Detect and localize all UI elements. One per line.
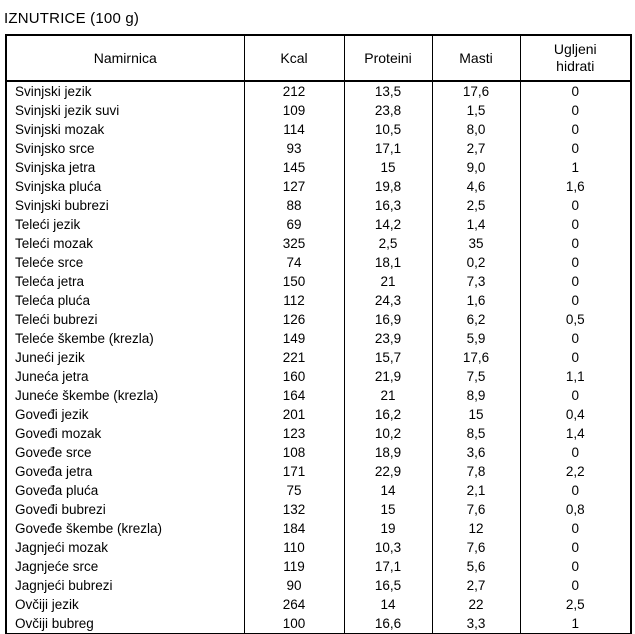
value-cell: 0 bbox=[520, 557, 631, 576]
value-cell: 21 bbox=[344, 386, 432, 405]
value-cell: 8,0 bbox=[432, 120, 520, 139]
value-cell: 19,8 bbox=[344, 177, 432, 196]
value-cell: 90 bbox=[244, 576, 344, 595]
table-row bbox=[6, 158, 631, 177]
value-cell: 16,2 bbox=[344, 405, 432, 424]
value-cell: 15,7 bbox=[344, 348, 432, 367]
value-cell: 0 bbox=[520, 576, 631, 595]
value-cell: 1,4 bbox=[520, 424, 631, 443]
value-cell: 0 bbox=[520, 329, 631, 348]
value-cell: 0 bbox=[520, 538, 631, 557]
value-cell: 109 bbox=[244, 101, 344, 120]
table-row bbox=[6, 215, 631, 234]
value-cell: 1,5 bbox=[432, 101, 520, 120]
table-row bbox=[6, 196, 631, 215]
food-name-cell: Teleći mozak bbox=[6, 234, 244, 253]
col-header-ugljeni-hidrati-label: Ugljeni hidrati bbox=[553, 41, 597, 74]
table-row bbox=[6, 386, 631, 405]
table-row bbox=[6, 120, 631, 139]
table-row bbox=[6, 614, 631, 634]
value-cell: 7,5 bbox=[432, 367, 520, 386]
value-cell: 14,2 bbox=[344, 215, 432, 234]
value-cell: 88 bbox=[244, 196, 344, 215]
table-row bbox=[6, 481, 631, 500]
value-cell: 132 bbox=[244, 500, 344, 519]
value-cell: 7,6 bbox=[432, 538, 520, 557]
col-header-masti-label: Masti bbox=[459, 49, 493, 66]
value-cell: 0 bbox=[520, 348, 631, 367]
value-cell: 0 bbox=[520, 120, 631, 139]
value-cell: 0 bbox=[520, 443, 631, 462]
value-cell: 17,6 bbox=[432, 348, 520, 367]
table-row bbox=[6, 101, 631, 120]
value-cell: 21 bbox=[344, 272, 432, 291]
header-row bbox=[6, 35, 631, 81]
value-cell: 184 bbox=[244, 519, 344, 538]
food-name-cell: Svinjsko srce bbox=[6, 139, 244, 158]
value-cell: 0 bbox=[520, 101, 631, 120]
value-cell: 1 bbox=[520, 158, 631, 177]
value-cell: 75 bbox=[244, 481, 344, 500]
food-name-cell: Teleća pluća bbox=[6, 291, 244, 310]
food-name-cell: Goveđi jezik bbox=[6, 405, 244, 424]
value-cell: 16,9 bbox=[344, 310, 432, 329]
food-name-cell: Goveđi bubrezi bbox=[6, 500, 244, 519]
value-cell: 7,8 bbox=[432, 462, 520, 481]
table-row bbox=[6, 177, 631, 196]
food-name-cell: Svinjska jetra bbox=[6, 158, 244, 177]
food-name-cell: Teleće srce bbox=[6, 253, 244, 272]
value-cell: 108 bbox=[244, 443, 344, 462]
value-cell: 149 bbox=[244, 329, 344, 348]
food-name-cell: Jagnjeći mozak bbox=[6, 538, 244, 557]
value-cell: 15 bbox=[432, 405, 520, 424]
value-cell: 5,6 bbox=[432, 557, 520, 576]
value-cell: 2,5 bbox=[344, 234, 432, 253]
value-cell: 1,6 bbox=[432, 291, 520, 310]
food-name-cell: Teleće škembe (krezla) bbox=[6, 329, 244, 348]
value-cell: 264 bbox=[244, 595, 344, 614]
table-row bbox=[6, 557, 631, 576]
value-cell: 23,8 bbox=[344, 101, 432, 120]
value-cell: 7,3 bbox=[432, 272, 520, 291]
table-row bbox=[6, 81, 631, 101]
value-cell: 110 bbox=[244, 538, 344, 557]
value-cell: 9,0 bbox=[432, 158, 520, 177]
value-cell: 10,2 bbox=[344, 424, 432, 443]
col-header-masti bbox=[432, 35, 520, 81]
table-row bbox=[6, 253, 631, 272]
value-cell: 2,1 bbox=[432, 481, 520, 500]
value-cell: 1,6 bbox=[520, 177, 631, 196]
value-cell: 18,1 bbox=[344, 253, 432, 272]
value-cell: 10,5 bbox=[344, 120, 432, 139]
food-name-cell: Svinjski jezik bbox=[6, 81, 244, 101]
value-cell: 93 bbox=[244, 139, 344, 158]
value-cell: 13,5 bbox=[344, 81, 432, 101]
value-cell: 17,1 bbox=[344, 139, 432, 158]
value-cell: 21,9 bbox=[344, 367, 432, 386]
value-cell: 0,8 bbox=[520, 500, 631, 519]
col-header-proteini-label: Proteini bbox=[364, 49, 412, 66]
food-name-cell: Juneći jezik bbox=[6, 348, 244, 367]
food-name-cell: Goveđe škembe (krezla) bbox=[6, 519, 244, 538]
value-cell: 164 bbox=[244, 386, 344, 405]
value-cell: 23,9 bbox=[344, 329, 432, 348]
table-row bbox=[6, 576, 631, 595]
value-cell: 8,5 bbox=[432, 424, 520, 443]
value-cell: 24,3 bbox=[344, 291, 432, 310]
food-name-cell: Svinjski bubrezi bbox=[6, 196, 244, 215]
food-name-cell: Teleća jetra bbox=[6, 272, 244, 291]
col-header-namirnica bbox=[6, 35, 244, 81]
table-row bbox=[6, 500, 631, 519]
value-cell: 150 bbox=[244, 272, 344, 291]
table-row bbox=[6, 348, 631, 367]
table-body bbox=[6, 81, 631, 634]
table-row bbox=[6, 519, 631, 538]
table-row bbox=[6, 595, 631, 614]
value-cell: 1 bbox=[520, 614, 631, 634]
value-cell: 3,6 bbox=[432, 443, 520, 462]
value-cell: 14 bbox=[344, 481, 432, 500]
page-title-text: IZNUTRICE (100 g) bbox=[4, 10, 140, 27]
value-cell: 0 bbox=[520, 215, 631, 234]
value-cell: 221 bbox=[244, 348, 344, 367]
value-cell: 0 bbox=[520, 81, 631, 101]
value-cell: 0 bbox=[520, 272, 631, 291]
value-cell: 0 bbox=[520, 481, 631, 500]
value-cell: 16,5 bbox=[344, 576, 432, 595]
value-cell: 74 bbox=[244, 253, 344, 272]
value-cell: 171 bbox=[244, 462, 344, 481]
value-cell: 1,1 bbox=[520, 367, 631, 386]
table-row bbox=[6, 139, 631, 158]
table-row bbox=[6, 329, 631, 348]
food-name-cell: Goveđa pluća bbox=[6, 481, 244, 500]
table-row bbox=[6, 291, 631, 310]
value-cell: 35 bbox=[432, 234, 520, 253]
value-cell: 0 bbox=[520, 386, 631, 405]
food-name-cell: Ovčiji jezik bbox=[6, 595, 244, 614]
value-cell: 127 bbox=[244, 177, 344, 196]
value-cell: 16,6 bbox=[344, 614, 432, 634]
food-name-cell: Goveđi mozak bbox=[6, 424, 244, 443]
value-cell: 212 bbox=[244, 81, 344, 101]
value-cell: 7,6 bbox=[432, 500, 520, 519]
value-cell: 112 bbox=[244, 291, 344, 310]
value-cell: 126 bbox=[244, 310, 344, 329]
table-row bbox=[6, 310, 631, 329]
col-header-namirnica-label: Namirnica bbox=[93, 49, 157, 66]
value-cell: 17,1 bbox=[344, 557, 432, 576]
value-cell: 114 bbox=[244, 120, 344, 139]
value-cell: 100 bbox=[244, 614, 344, 634]
value-cell: 69 bbox=[244, 215, 344, 234]
value-cell: 5,9 bbox=[432, 329, 520, 348]
value-cell: 15 bbox=[344, 158, 432, 177]
value-cell: 12 bbox=[432, 519, 520, 538]
table-row bbox=[6, 234, 631, 253]
food-name-cell: Svinjski jezik suvi bbox=[6, 101, 244, 120]
value-cell: 3,3 bbox=[432, 614, 520, 634]
value-cell: 19 bbox=[344, 519, 432, 538]
value-cell: 325 bbox=[244, 234, 344, 253]
value-cell: 17,6 bbox=[432, 81, 520, 101]
value-cell: 8,9 bbox=[432, 386, 520, 405]
value-cell: 123 bbox=[244, 424, 344, 443]
value-cell: 2,5 bbox=[520, 595, 631, 614]
table-row bbox=[6, 538, 631, 557]
value-cell: 0 bbox=[520, 139, 631, 158]
value-cell: 119 bbox=[244, 557, 344, 576]
value-cell: 22 bbox=[432, 595, 520, 614]
value-cell: 18,9 bbox=[344, 443, 432, 462]
value-cell: 0,4 bbox=[520, 405, 631, 424]
value-cell: 201 bbox=[244, 405, 344, 424]
food-name-cell: Ovčiji bubreg bbox=[6, 614, 244, 634]
food-name-cell: Juneće škembe (krezla) bbox=[6, 386, 244, 405]
value-cell: 22,9 bbox=[344, 462, 432, 481]
value-cell: 0,5 bbox=[520, 310, 631, 329]
value-cell: 0 bbox=[520, 234, 631, 253]
value-cell: 6,2 bbox=[432, 310, 520, 329]
food-name-cell: Jagnjeće srce bbox=[6, 557, 244, 576]
value-cell: 1,4 bbox=[432, 215, 520, 234]
food-name-cell: Goveđe srce bbox=[6, 443, 244, 462]
value-cell: 0,2 bbox=[432, 253, 520, 272]
value-cell: 2,5 bbox=[432, 196, 520, 215]
col-header-proteini bbox=[344, 35, 432, 81]
food-name-cell: Teleći bubrezi bbox=[6, 310, 244, 329]
value-cell: 4,6 bbox=[432, 177, 520, 196]
page-title bbox=[4, 10, 139, 27]
value-cell: 0 bbox=[520, 196, 631, 215]
value-cell: 0 bbox=[520, 519, 631, 538]
table-row bbox=[6, 443, 631, 462]
col-header-ugljeni-hidrati bbox=[520, 35, 631, 81]
value-cell: 0 bbox=[520, 291, 631, 310]
value-cell: 2,2 bbox=[520, 462, 631, 481]
table-row bbox=[6, 405, 631, 424]
nutrition-table bbox=[5, 34, 632, 634]
value-cell: 14 bbox=[344, 595, 432, 614]
table-row bbox=[6, 272, 631, 291]
col-header-kcal bbox=[244, 35, 344, 81]
value-cell: 0 bbox=[520, 253, 631, 272]
table-row bbox=[6, 367, 631, 386]
table-row bbox=[6, 462, 631, 481]
value-cell: 145 bbox=[244, 158, 344, 177]
value-cell: 160 bbox=[244, 367, 344, 386]
value-cell: 16,3 bbox=[344, 196, 432, 215]
value-cell: 2,7 bbox=[432, 139, 520, 158]
value-cell: 10,3 bbox=[344, 538, 432, 557]
col-header-kcal-label: Kcal bbox=[280, 49, 308, 66]
table-row bbox=[6, 424, 631, 443]
food-name-cell: Teleći jezik bbox=[6, 215, 244, 234]
food-name-cell: Goveđa jetra bbox=[6, 462, 244, 481]
food-name-cell: Juneća jetra bbox=[6, 367, 244, 386]
food-name-cell: Svinjski mozak bbox=[6, 120, 244, 139]
food-name-cell: Jagnjeći bubrezi bbox=[6, 576, 244, 595]
food-name-cell: Svinjska pluća bbox=[6, 177, 244, 196]
value-cell: 2,7 bbox=[432, 576, 520, 595]
value-cell: 15 bbox=[344, 500, 432, 519]
